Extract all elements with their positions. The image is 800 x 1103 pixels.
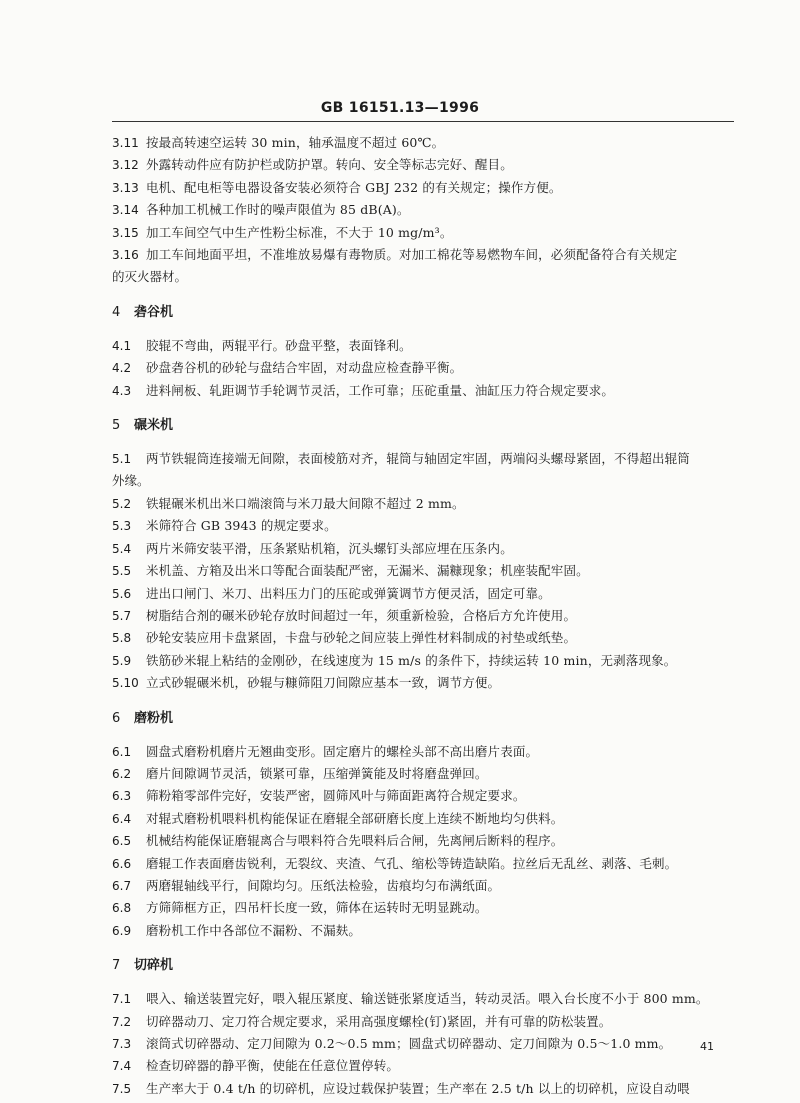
clause-item [112, 1011, 737, 1033]
clause-item [112, 515, 737, 537]
clause-text: 进出口闸门、米刀、出料压力门的压砣或弹簧调节方便灵活，固定可靠。 [146, 585, 551, 601]
clause-number: 5.2 [112, 496, 132, 511]
clause-item [112, 741, 737, 763]
clause-item [112, 199, 737, 221]
clause-text: 立式砂辊碾米机，砂辊与糠筛阻刀间隙应基本一致，调节方便。 [146, 675, 501, 691]
clause-item [112, 830, 737, 852]
clause-text: 各种加工机械工作时的噪声限值为 85 dB(A)。 [146, 202, 410, 218]
clause-text: 切碎器动刀、定刀符合规定要求，采用高强度螺栓(钉)紧固，并有可靠的防松装置。 [146, 1013, 612, 1029]
clause-text: 磨片间隙调节灵活，锁紧可靠，压缩弹簧能及时将磨盘弹回。 [146, 765, 488, 781]
clause-text: 胶辊不弯曲，两辊平行。砂盘平整，表面锋利。 [146, 337, 412, 353]
clause-number: 5.8 [112, 631, 132, 646]
clause-number: 6.1 [112, 744, 132, 759]
clause-item [112, 380, 737, 402]
clause-item [112, 493, 737, 515]
clause-text: 进料闸板、轧距调节手轮调节灵活，工作可靠；压砣重量、油缸压力符合规定要求。 [146, 382, 615, 398]
clause-text: 生产率大于 0.4 t/h 的切碎机，应设过载保护装置；生产率在 2.5 t/h 以上的切碎机，应设自动喂 [146, 1080, 690, 1096]
clause-item [112, 853, 737, 875]
clause-number: 6.5 [112, 834, 132, 849]
clause-item [112, 920, 737, 942]
clause-item [112, 808, 737, 830]
clause-number: 6.3 [112, 789, 132, 804]
clause-item [112, 897, 737, 919]
clause-number: 5.5 [112, 564, 132, 579]
document-body [112, 132, 737, 1100]
clause-text: 电机、配电柜等电器设备安装必须符合 GBJ 232 的有关规定；操作方便。 [146, 179, 562, 195]
clause-text: 加工车间地面平坦，不准堆放易爆有毒物质。对加工棉花等易燃物车间，必须配备符合有关规定 [146, 247, 678, 263]
clause-text: 外露转动件应有防护栏或防护罩。转向、安全等标志完好、醒目。 [146, 157, 513, 173]
section-title: 磨粉机 [134, 710, 174, 726]
clause-number: 6.4 [112, 811, 132, 826]
clause-text-continuation: 外缘。 [112, 473, 150, 489]
clause-text: 筛粉箱零部件完好，安装严密，圆筛风叶与筛面距离符合规定要求。 [146, 788, 526, 804]
clause-text: 机械结构能保证磨辊离合与喂料符合先喂料后合闸，先离闸后断料的程序。 [146, 833, 564, 849]
clause-item [112, 763, 737, 785]
clause-number: 5.6 [112, 586, 132, 601]
clause-item [112, 222, 737, 244]
clause-text: 磨粉机工作中各部位不漏粉、不漏麸。 [146, 922, 362, 938]
clause-item [112, 448, 737, 493]
clause-number: 7.2 [112, 1014, 132, 1029]
section-title: 砻谷机 [134, 304, 174, 320]
section-number: 7 [112, 958, 121, 974]
clause-item [112, 132, 737, 154]
clause-item [112, 1078, 737, 1100]
clause-number: 4.3 [112, 383, 132, 398]
clause-text: 对辊式磨粉机喂料机构能保证在磨辊全部研磨长度上连续不断地均匀供料。 [146, 810, 564, 826]
clause-text: 按最高转速空运转 30 min，轴承温度不超过 60℃。 [146, 135, 445, 150]
clause-number: 5.9 [112, 653, 132, 668]
clause-number: 3.15 [112, 225, 139, 240]
section-number: 4 [112, 304, 121, 320]
clause-number: 3.13 [112, 180, 139, 195]
clause-item [112, 672, 737, 694]
clause-text: 滚筒式切碎器动、定刀间隙为 0.2～0.5 mm；圆盘式切碎器动、定刀间隙为 0.5～1.0 mm。 [146, 1036, 672, 1051]
clause-number: 3.16 [112, 248, 139, 263]
section-number: 6 [112, 710, 121, 726]
clause-item [112, 583, 737, 605]
clause-text: 喂入、输送装置完好，喂入辊压紧度、输送链张紧度适当，转动灵活。喂入台长度不小于 800 mm。 [146, 991, 709, 1007]
section-number: 5 [112, 418, 121, 434]
clause-number: 6.9 [112, 923, 132, 938]
clause-text: 米机盖、方箱及出米口等配合面装配严密，无漏米、漏糠现象；机座装配牢固。 [146, 563, 589, 579]
clause-number: 6.6 [112, 856, 132, 871]
section-heading [112, 302, 737, 324]
clause-item [112, 650, 737, 672]
clause-text: 两磨辊轴线平行，间隙均匀。压纸法检验，齿痕均匀布满纸面。 [146, 877, 501, 893]
clause-text: 铁辊碾米机出米口端滚筒与米刀最大间隙不超过 2 mm。 [146, 495, 465, 511]
clause-item [112, 560, 737, 582]
clause-text-continuation: 的灭火器材。 [112, 269, 188, 285]
clause-item [112, 177, 737, 199]
clause-number: 6.7 [112, 878, 132, 893]
clause-text: 砂轮安装应用卡盘紧固，卡盘与砂轮之间应装上弹性材料制成的衬垫或纸垫。 [146, 630, 577, 646]
clause-text: 方筛筛框方正，四吊杆长度一致，筛体在运转时无明显跳动。 [146, 900, 488, 916]
clause-number: 6.2 [112, 766, 132, 781]
clause-item [112, 1033, 737, 1055]
clause-number: 7.1 [112, 992, 132, 1007]
clause-text: 铁筋砂米辊上粘结的金刚砂，在线速度为 15 m/s 的条件下，持续运转 10 min，无剥落现象。 [146, 652, 677, 668]
clause-text: 米筛符合 GB 3943 的规定要求。 [146, 518, 337, 534]
clause-text: 加工车间空气中生产性粉尘标准，不大于 10 mg/m³。 [146, 224, 453, 240]
section-title: 切碎机 [134, 958, 174, 974]
clause-item [112, 1055, 737, 1077]
clause-number: 5.7 [112, 608, 132, 623]
clause-item [112, 627, 737, 649]
clause-text: 圆盘式磨粉机磨片无翘曲变形。固定磨片的螺栓头部不高出磨片表面。 [146, 743, 539, 759]
header-rule [112, 121, 734, 122]
page-number: 41 [700, 1040, 714, 1053]
clause-number: 5.1 [112, 452, 132, 467]
clause-number: 7.5 [112, 1081, 132, 1096]
clause-text: 两片米筛安装平滑，压条紧贴机箱，沉头螺钉头部应埋在压条内。 [146, 540, 513, 556]
standard-code-header: GB 16151.13—1996 [320, 100, 480, 116]
clause-number: 7.4 [112, 1059, 132, 1074]
section-title: 碾米机 [134, 418, 174, 434]
clause-text: 两节铁辊筒连接端无间隙，表面棱筋对齐，辊筒与轴固定牢固，两端闷头螺母紧固，不得超出辊筒 [146, 451, 690, 467]
clause-text: 磨辊工作表面磨齿锐利，无裂纹、夹渣、气孔、缩松等铸造缺陷。拉丝后无乱丝、剥落、毛刺。 [146, 855, 678, 871]
clause-number: 5.4 [112, 541, 132, 556]
clause-number: 6.8 [112, 901, 132, 916]
clause-item [112, 244, 737, 289]
clause-number: 3.11 [112, 136, 139, 150]
clause-item [112, 785, 737, 807]
clause-number: 4.2 [112, 361, 132, 376]
clause-number: 5.3 [112, 519, 132, 534]
section-heading [112, 708, 737, 730]
clause-number: 5.10 [112, 676, 139, 691]
clause-text: 树脂结合剂的碾米砂轮存放时间超过一年，须重新检验，合格后方允许使用。 [146, 607, 577, 623]
clause-item [112, 154, 737, 176]
clause-item [112, 357, 737, 379]
clause-item [112, 538, 737, 560]
clause-number: 7.3 [112, 1037, 132, 1051]
clause-item [112, 335, 737, 357]
section-heading [112, 415, 737, 437]
clause-number: 3.14 [112, 203, 139, 218]
clause-item [112, 988, 737, 1010]
clause-text: 砂盘砻谷机的砂轮与盘结合牢固，对动盘应检查静平衡。 [146, 360, 463, 376]
section-heading [112, 955, 737, 977]
clause-number: 4.1 [112, 338, 132, 353]
clause-item [112, 875, 737, 897]
clause-text: 检查切碎器的静平衡，使能在任意位置停转。 [146, 1058, 400, 1074]
clause-number: 3.12 [112, 158, 139, 173]
clause-item [112, 605, 737, 627]
